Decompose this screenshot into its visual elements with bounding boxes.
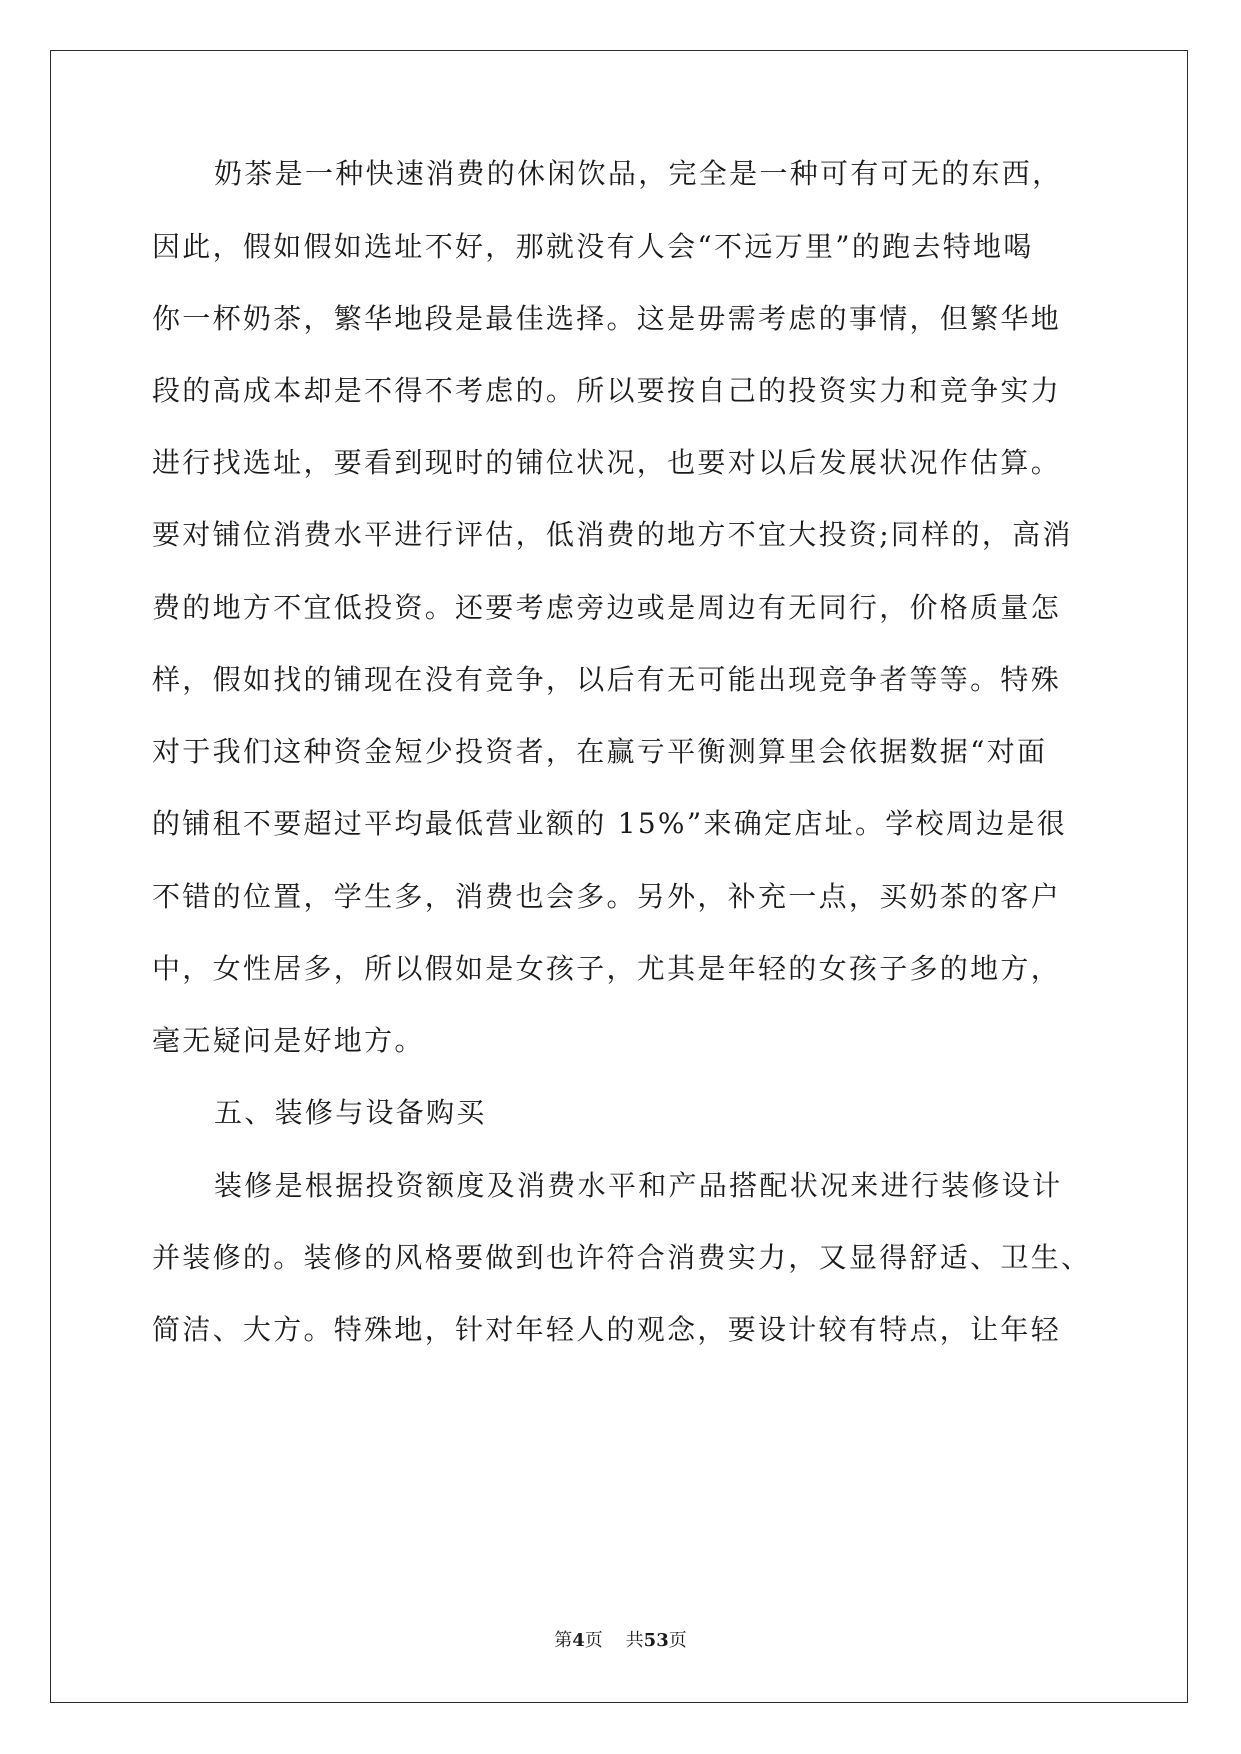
paragraph-line: 因此，假如假如选址不好，那就没有人会“不远万里”的跑去特地喝 [152, 230, 1034, 263]
footer-total-prefix: 共 [625, 1630, 644, 1651]
footer-page-number: 4 [572, 1630, 585, 1651]
paragraph-line: 要对铺位消费水平进行评估，低消费的地方不宜大投资;同样的，高消 [152, 518, 1073, 551]
paragraph-line: 并装修的。装修的风格要做到也许符合消费实力，又显得舒适、卫生、 [152, 1241, 1092, 1274]
footer-total-pages: 53 [643, 1630, 669, 1651]
paragraph-line: 不错的位置，学生多，消费也会多。另外，补充一点，买奶茶的客户 [152, 880, 1062, 913]
footer-page-prefix: 第 [554, 1630, 573, 1651]
paragraph-line: 你一杯奶茶，繁华地段是最佳选择。这是毋需考虑的事情，但繁华地 [152, 302, 1062, 335]
paragraph-line: 奶茶是一种快速消费的休闲饮品，完全是一种可有可无的东西， [214, 157, 1063, 190]
paragraph-line: 段的高成本却是不得不考虑的。所以要按自己的投资实力和竞争实力 [152, 374, 1062, 407]
section-heading: 五、装修与设备购买 [214, 1096, 487, 1129]
page-footer [0, 1629, 1241, 1653]
paragraph-line: 简洁、大方。特殊地，针对年轻人的观念，要设计较有特点，让年轻 [152, 1313, 1062, 1346]
paragraph-line: 样，假如找的铺现在没有竞争，以后有无可能出现竞争者等等。特殊 [152, 663, 1062, 696]
footer-page-suffix: 页 [584, 1630, 603, 1651]
paragraph-line: 费的地方不宜低投资。还要考虑旁边或是周边有无同行，价格质量怎 [152, 591, 1062, 624]
paragraph-line: 中，女性居多，所以假如是女孩子，尤其是年轻的女孩子多的地方， [152, 952, 1062, 985]
footer-total-suffix: 页 [668, 1630, 687, 1651]
paragraph-line: 对于我们这种资金短少投资者，在赢亏平衡测算里会依据数据“对面 [152, 735, 1048, 768]
paragraph-line: 毫无疑问是好地方。 [152, 1024, 425, 1057]
paragraph-line: 的铺租不要超过平均最低营业额的 15%”来确定店址。学校周边是很 [152, 807, 1068, 840]
paragraph-line: 进行找选址，要看到现时的铺位状况，也要对以后发展状况作估算。 [152, 446, 1062, 479]
paragraph-line: 装修是根据投资额度及消费水平和产品搭配状况来进行装修设计 [214, 1169, 1063, 1202]
